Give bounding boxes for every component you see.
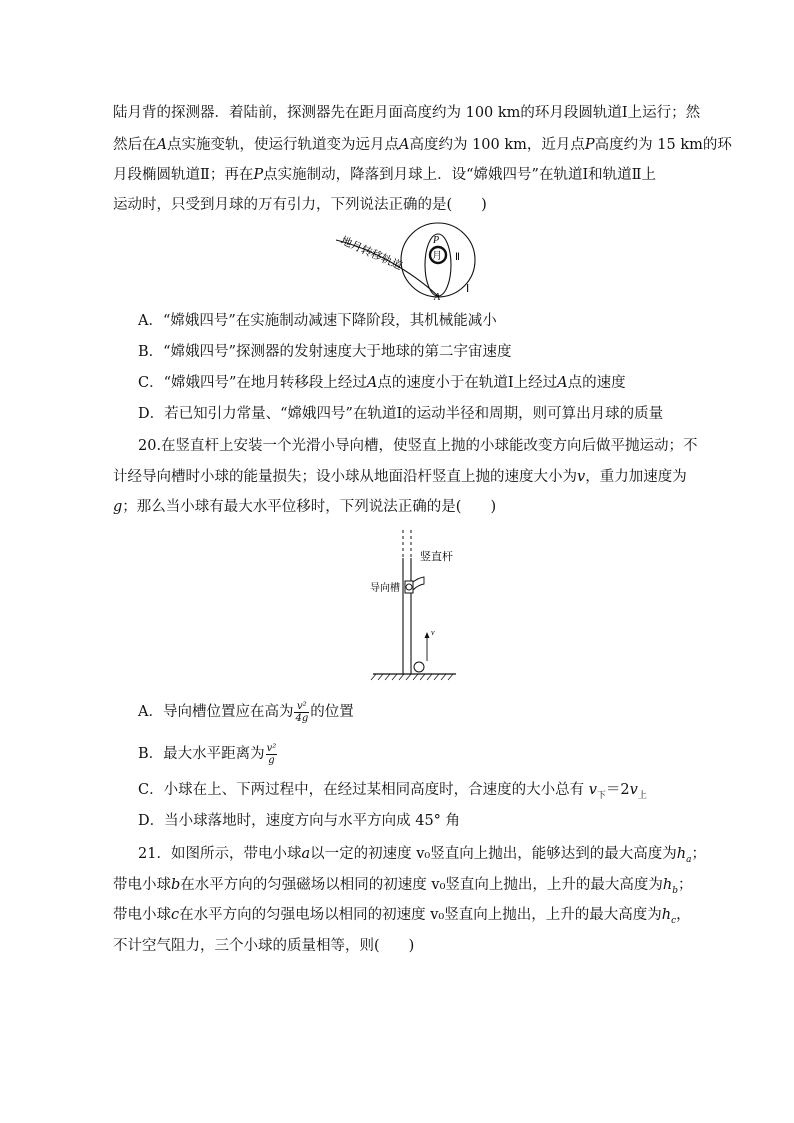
velocity-subscript-down: 下: [596, 790, 606, 801]
q21-text-fragment: 带电小球: [113, 877, 171, 893]
q19-text-line-1: 陆月背的探测器．着陆前，探测器先在距月面高度约为 100 km的环月段圆轨道Ⅰ上运行；然: [113, 105, 701, 121]
figure-label-P: P: [433, 235, 440, 246]
q19-option-D: D．若已知引力常量、“嫦娥四号”在轨道Ⅰ的运动半径和周期，则可算出月球的质量: [138, 406, 664, 422]
point-A-symbol: A: [366, 375, 378, 391]
q21-text-fragment: 以一定的初速度 v₀竖直向上抛出，能够达到的最大高度为: [310, 846, 677, 862]
q20-optC-fragment: C．小球在上、下两过程中，在经过某相同高度时，合速度的大小总有: [138, 782, 585, 798]
q20-option-C: [138, 780, 647, 806]
q19-text-fragment: 点实施变轨，使运行轨道变为远月点: [166, 137, 399, 153]
q20-optB-fragment: B．最大水平距离为: [138, 746, 265, 762]
q20-text-line-2: [113, 467, 687, 487]
q21-text-fragment: 在水平方向的匀强磁场以相同的初速度 v₀竖直向上抛出，上升的最大高度为: [180, 877, 663, 893]
velocity-symbol: v: [577, 469, 586, 485]
ball-a-symbol: a: [301, 846, 311, 862]
figure-label-orbit-II: Ⅱ: [455, 252, 460, 263]
transfer-orbit-label: 地月转移轨道: [338, 234, 404, 273]
groove-label: 导向槽: [370, 583, 400, 594]
q20-text-fragment: ，重力加速度为: [585, 469, 687, 485]
vertical-rod-figure: [368, 528, 468, 688]
velocity-arrow-head: [425, 632, 430, 638]
q21-text-line-4: 不计空气阻力，三个小球的质量相等，则( ): [113, 938, 415, 954]
equals-sign: ＝2: [605, 782, 630, 798]
q21-text-fragment: 21．如图所示，带电小球: [138, 846, 302, 862]
rod-label: 竖直杆: [420, 551, 453, 563]
fraction-denominator: g: [268, 754, 275, 766]
fraction-v2-over-g: [266, 743, 278, 766]
q21-text-line-2: [113, 875, 693, 901]
q19-text-fragment: 高度约为 15 km的环: [594, 137, 732, 153]
fraction-denominator: 4g: [295, 712, 309, 724]
q21-text-fragment: 在水平方向的匀强电场以相同的初速度 v₀竖直向上抛出，上升的最大高度为: [179, 907, 662, 923]
q21-text-line-3: [113, 905, 691, 931]
point-A-symbol: A: [156, 137, 167, 153]
q20-option-B: [138, 742, 278, 766]
point-A-symbol: A: [557, 375, 568, 391]
point-P-symbol: P: [584, 137, 595, 153]
fraction-numerator: v²: [266, 742, 277, 754]
q19-text-line-3: [113, 165, 656, 185]
velocity-symbol: v: [629, 782, 638, 798]
figure-label-orbit-I: Ⅰ: [466, 283, 470, 295]
q19-option-B: B．“嫦娥四号”探测器的发射速度大于地球的第二宇宙速度: [138, 344, 512, 360]
q19-option-A: A．“嫦娥四号”在实施制动减速下降阶段，其机械能减小: [138, 313, 497, 329]
q19-text-line-2: [113, 135, 732, 155]
q21-text-fragment: ，: [676, 907, 691, 923]
height-subscript: a: [686, 854, 692, 865]
ground-hatching: [371, 674, 453, 680]
velocity-subscript-up: 上: [637, 790, 647, 801]
q20-optA-fragment: A．导向槽位置应在高为: [138, 704, 294, 720]
velocity-symbol: v: [588, 782, 597, 798]
lunar-orbit-figure: [330, 218, 490, 302]
height-symbol: h: [662, 877, 673, 893]
figure-label-A: A: [434, 292, 441, 302]
ball-c-symbol: c: [171, 907, 180, 923]
ball-b-symbol: b: [171, 877, 181, 893]
q19-optC-fragment: 点的速度: [567, 375, 626, 391]
q20-option-D: D．当小球落地时，速度方向与水平方向成 45° 角: [138, 813, 461, 829]
point-A-symbol: A: [398, 137, 410, 153]
q20-text-fragment: ；那么当小球有最大水平位移时，下列说法正确的是( ): [122, 499, 497, 515]
q19-text-fragment: 点实施制动，降落到月球上．设“嫦娥四号”在轨道Ⅰ和轨道Ⅱ上: [263, 167, 657, 183]
q20-text-fragment: 计经导向槽时小球的能量损失；设小球从地面沿杆竖直上抛的速度大小为: [113, 469, 577, 485]
figure-label-moon: 月: [432, 251, 442, 262]
height-subscript: b: [672, 885, 679, 896]
height-symbol: h: [661, 907, 672, 923]
q19-text-fragment: 然后在: [113, 137, 157, 153]
q20-text-line-3: [113, 497, 496, 517]
q20-option-A: [138, 700, 354, 724]
velocity-label: v: [431, 628, 435, 637]
guide-groove-curve: [413, 577, 424, 590]
q19-option-C: [138, 373, 626, 393]
point-P-symbol: P: [253, 167, 264, 183]
q20-text-line-1: 20.在竖直杆上安装一个光滑小导向槽，使竖直上抛的小球能改变方向后做平抛运动；不: [138, 438, 698, 454]
q21-text-fragment: ；: [691, 846, 706, 862]
height-subscript: c: [671, 915, 677, 926]
height-symbol: h: [676, 846, 687, 862]
q19-optC-fragment: C．“嫦娥四号”在地月转移段上经过: [138, 375, 367, 391]
q21-text-fragment: 带电小球: [113, 907, 171, 923]
q19-text-fragment: 月段椭圆轨道Ⅱ；再在: [113, 167, 254, 183]
q20-optA-fragment: 的位置: [310, 704, 354, 720]
gravity-symbol: g: [113, 499, 123, 515]
fraction-v2-over-4g: [294, 701, 309, 724]
q19-text-fragment: 高度约为 100 km，近月点: [409, 137, 585, 153]
q19-optC-fragment: 点的速度小于在轨道Ⅰ上经过: [377, 375, 558, 391]
q21-text-fragment: ；: [678, 877, 693, 893]
q19-text-line-4: 运动时，只受到月球的万有引力，下列说法正确的是( ): [113, 197, 487, 213]
ball-circle: [414, 662, 424, 672]
q21-text-line-1: [138, 844, 706, 870]
fraction-numerator: v²: [294, 701, 309, 713]
